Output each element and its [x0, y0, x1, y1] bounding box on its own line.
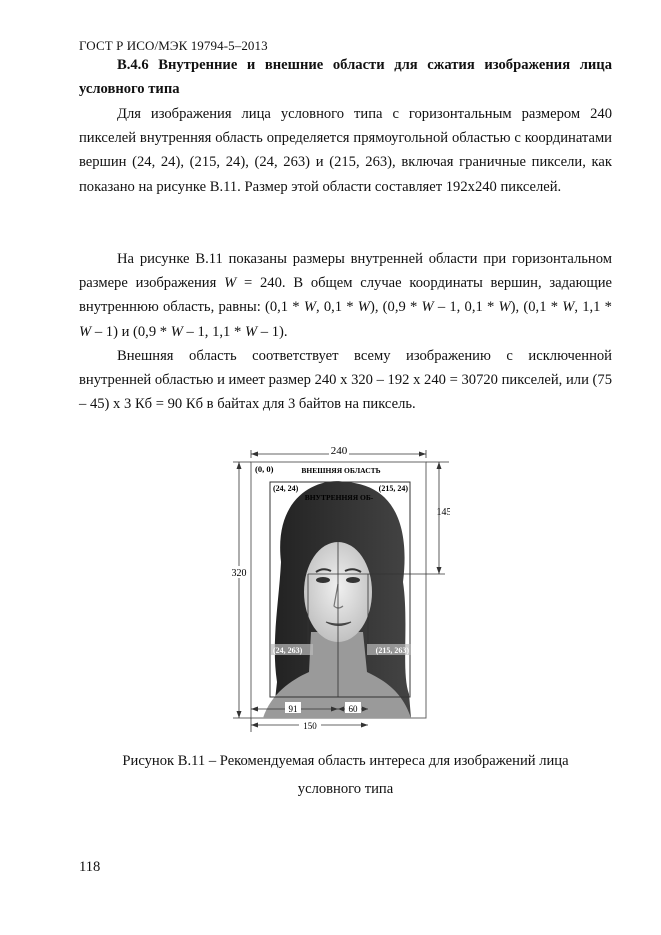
- figure-caption-line2: условного типа: [297, 781, 394, 797]
- inner-bl-label: (24, 263): [273, 646, 303, 655]
- inner-br-label: (215, 263): [375, 646, 409, 655]
- inner-area-label: ВНУТРЕННЯЯ ОБ-: [304, 493, 374, 502]
- figure-caption-line1: Рисунок В.11 – Рекомендуемая область интереса для изображений лица: [122, 753, 569, 769]
- dim-150-label: 150: [303, 721, 317, 731]
- origin-label: (0, 0): [255, 464, 274, 474]
- dim-91-label: 91: [288, 704, 298, 714]
- right-eye-shape: [346, 577, 360, 583]
- outer-area-label: ВНЕШНЯЯ ОБЛАСТЬ: [301, 466, 381, 475]
- paragraph-3: Внешняя область соответствует всему изображению с исключенной внутренней областью и имеет размер 240 x 320 – 192 x 240 = 30720 пикселей, или (75 – 45) x 3 Кб = 90 Кб в байтах для 3 байтов на пиксель.: [79, 348, 612, 413]
- paragraph-2: На рисунке В.11 показаны размеры внутренней области при горизонтальном размере изображения W = 240. В общем случае координаты вершин, задающие внутреннюю область, равны: (0,1 * W, 0,1 * W), (0,9 * W – 1, 0,1 * W), (0,1 * W, 1,1 * W – 1) и (0,9 * W – 1, 1,1 * W – 1).: [79, 251, 612, 340]
- document-header: ГОСТ Р ИСО/МЭК 19794-5–2013: [79, 38, 268, 53]
- right-dim-label: 145: [436, 507, 450, 518]
- right-dim-arrow-bottom: [437, 567, 442, 574]
- section-title: В.4.6 Внутренние и внешние области для сжатия изображения лица условного типа: [79, 57, 612, 98]
- right-dim-arrow-top: [437, 462, 442, 469]
- inner-tr-label: (215, 24): [378, 484, 408, 493]
- page-number: 118: [79, 859, 101, 875]
- top-width-label: 240: [330, 445, 348, 457]
- left-dim-label: 320: [231, 568, 247, 579]
- top-dim-arrow-left: [251, 452, 258, 457]
- face-region-figure: [213, 432, 450, 742]
- top-dim-arrow-right: [419, 452, 426, 457]
- left-dim-arrow-bottom: [237, 711, 242, 718]
- dim-60-label: 60: [348, 704, 358, 714]
- inner-tl-label: (24, 24): [273, 484, 299, 493]
- figure-diagram: [213, 432, 450, 742]
- left-dim-arrow-top: [237, 462, 242, 469]
- paragraph-1: Для изображения лица условного типа с горизонтальным размером 240 пикселей внутренняя область определяется прямоугольной областью с координатами вершин (24, 24), (215, 24), (24, 263) и (215, 263), включая граничные пиксели, как показано на рисунке В.11. Размер этой области составляет 192x240 пикселей.: [79, 106, 612, 195]
- dim-150-arrow-left: [251, 723, 258, 728]
- dim-150-arrow-right: [361, 723, 368, 728]
- left-eye-shape: [316, 577, 330, 583]
